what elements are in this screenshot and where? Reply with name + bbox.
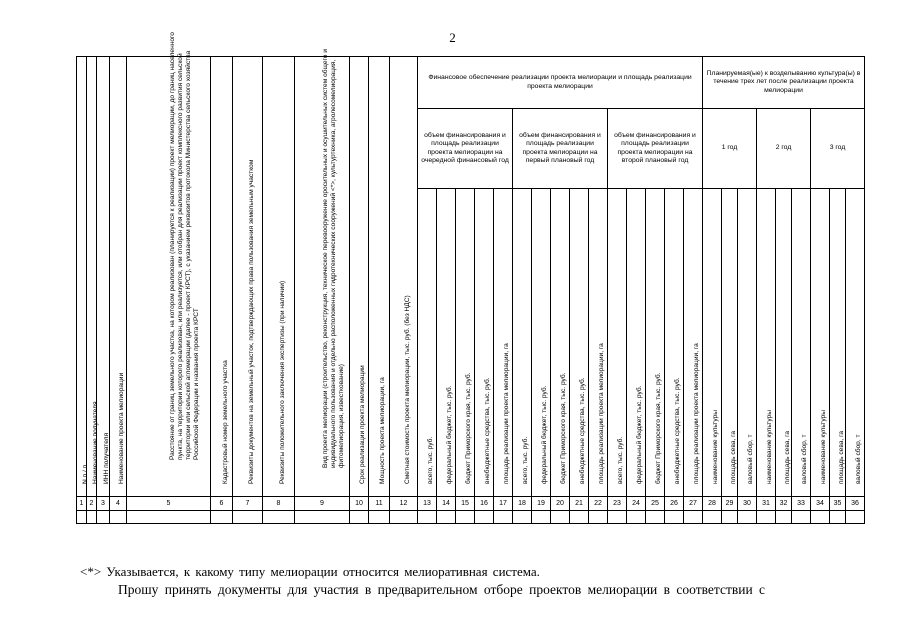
- col-header-land-documents: [233, 57, 263, 497]
- empty-cell: [494, 511, 513, 524]
- crop-year-3: 3 год: [811, 109, 865, 189]
- col-header-term: [350, 57, 369, 497]
- sub-regional-3: [646, 189, 665, 497]
- col-header-cadastral-number: [211, 57, 233, 497]
- empty-cell: [77, 511, 87, 524]
- col-header-label: ИНН получателя: [103, 432, 110, 484]
- crop-year-1: 1 год: [703, 109, 757, 189]
- sub-header-label: бюджет Приморского края, тыс. руб.: [655, 372, 662, 484]
- col-header-label: N п / п: [81, 464, 89, 484]
- sub-total-3: [608, 189, 627, 497]
- sub-total-2: [513, 189, 532, 497]
- sub-header-label: валовый сбор, т: [801, 434, 808, 484]
- empty-cell: [608, 511, 627, 524]
- column-number: 10: [350, 497, 369, 511]
- sub-header-label: площадь реализации проекта мелиорации, га: [503, 343, 510, 484]
- empty-cell: [830, 511, 846, 524]
- sub-header-label: внебюджетные средства, тыс. руб.: [484, 377, 491, 484]
- sub-federal-2: [532, 189, 551, 497]
- column-number-row: [77, 497, 865, 511]
- column-number: 32: [776, 497, 792, 511]
- sub-regional-1: [456, 189, 475, 497]
- sub-crop-yield-2: [792, 189, 811, 497]
- sub-header-label: внебюджетные средства, тыс. руб.: [674, 377, 681, 484]
- sub-crop-area-3: [830, 189, 846, 497]
- column-number: 31: [757, 497, 776, 511]
- empty-cell: [665, 511, 684, 524]
- sub-extrabudget-1: [475, 189, 494, 497]
- empty-cell: [776, 511, 792, 524]
- column-number: 29: [722, 497, 738, 511]
- column-number: 7: [233, 497, 263, 511]
- empty-cell: [757, 511, 776, 524]
- column-number: 11: [369, 497, 390, 511]
- col-header-label: Срок реализации проекта мелиорации: [359, 365, 366, 484]
- sub-header-label: бюджет Приморского края, тыс. руб.: [465, 372, 472, 484]
- col-header-label: Наименование проекта мелиорации: [118, 372, 125, 484]
- empty-data-row: [77, 511, 865, 524]
- empty-cell: [846, 511, 865, 524]
- sub-header-label: площадь сева, га: [783, 430, 791, 484]
- col-header-recipient-name: [87, 57, 97, 497]
- sub-federal-1: [437, 189, 456, 497]
- sub-header-label: федеральный бюджет, тыс. руб.: [636, 385, 643, 484]
- empty-cell: [350, 511, 369, 524]
- finance-group-second-plan-year: объем финансирования и площадь реализации проекта мелиорации на второй плановый год: [608, 109, 703, 189]
- column-number: 19: [532, 497, 551, 511]
- column-number: 35: [830, 497, 846, 511]
- empty-cell: [263, 511, 295, 524]
- sub-area-2: [589, 189, 608, 497]
- col-header-distance: [127, 32, 211, 497]
- col-header-label: Реквизиты документов на земельный участок, подтверждающих права пользования земельным участком: [247, 159, 255, 484]
- sub-crop-area-2: [776, 189, 792, 497]
- empty-cell: [703, 511, 722, 524]
- col-header-label: Сметная стоимость проекта мелиорации, тыс. руб. (без НДС): [403, 295, 411, 484]
- col-header-label: Мощность проекта мелиорации, га: [379, 377, 386, 484]
- empty-cell: [110, 511, 127, 524]
- col-header-number: [77, 57, 87, 497]
- column-number: 28: [703, 497, 722, 511]
- sub-header-label: валовый сбор, т: [855, 434, 862, 484]
- empty-cell: [390, 511, 418, 524]
- column-number: 6: [211, 497, 233, 511]
- empty-cell: [646, 511, 665, 524]
- empty-cell: [437, 511, 456, 524]
- empty-cell: [87, 511, 97, 524]
- column-number: 1: [77, 497, 87, 511]
- column-number: 18: [513, 497, 532, 511]
- empty-cell: [513, 511, 532, 524]
- column-number: 17: [494, 497, 513, 511]
- empty-cell: [589, 511, 608, 524]
- sub-header-label: всего, тыс. руб.: [522, 436, 529, 484]
- empty-cell: [551, 511, 570, 524]
- sub-header-label: бюджет Приморского края, тыс. руб.: [560, 372, 567, 484]
- column-number: 23: [608, 497, 627, 511]
- crop-group-header: Планируемая(ые) к возделыванию культура(ы) в течение трех лет после реализации проекта мелиорации: [703, 57, 865, 109]
- empty-cell: [532, 511, 551, 524]
- sub-regional-2: [551, 189, 570, 497]
- column-number: 14: [437, 497, 456, 511]
- column-number: 13: [418, 497, 437, 511]
- finance-group-current-year: объем финансирования и площадь реализации проекта мелиорации на очередной финансовый год: [418, 109, 513, 189]
- column-number: 2: [87, 497, 97, 511]
- sub-crop-area-1: [722, 189, 738, 497]
- column-number: 34: [811, 497, 830, 511]
- sub-crop-name-1: [703, 189, 722, 497]
- sub-header-label: валовый сбор, т: [747, 434, 754, 484]
- sub-header-label: площадь сева, га: [729, 430, 737, 484]
- sub-header-label: всего, тыс. руб.: [427, 436, 434, 484]
- col-header-project-name: [110, 57, 127, 497]
- crop-year-2: 2 год: [757, 109, 811, 189]
- col-header-inn: [97, 57, 110, 497]
- sub-crop-name-2: [757, 189, 776, 497]
- empty-cell: [627, 511, 646, 524]
- sub-header-label: федеральный бюджет, тыс. руб.: [446, 385, 453, 484]
- sub-header-label: площадь реализации проекта мелиорации, га: [598, 343, 605, 484]
- empty-cell: [738, 511, 757, 524]
- sub-header-label: наименование культуры: [766, 409, 773, 484]
- sub-total-1: [418, 189, 437, 497]
- sub-header-label: наименование культуры: [712, 409, 719, 484]
- empty-cell: [295, 511, 350, 524]
- finance-group-header: Финансовое обеспечение реализации проекта мелиорации и площадь реализации проекта мелиорации: [418, 57, 703, 109]
- sub-header-label: всего, тыс. руб.: [617, 436, 624, 484]
- sub-area-1: [494, 189, 513, 497]
- column-number: 25: [646, 497, 665, 511]
- column-number: 9: [295, 497, 350, 511]
- column-number: 12: [390, 497, 418, 511]
- empty-cell: [369, 511, 390, 524]
- finance-group-first-plan-year: объем финансирования и площадь реализации проекта мелиорации на первый плановый год: [513, 109, 608, 189]
- empty-cell: [792, 511, 811, 524]
- empty-cell: [811, 511, 830, 524]
- sub-header-label: площадь сева, га: [837, 430, 845, 484]
- column-number: 24: [627, 497, 646, 511]
- empty-cell: [456, 511, 475, 524]
- column-number: 15: [456, 497, 475, 511]
- col-header-label: Наименование получателя: [91, 401, 99, 484]
- sub-area-3: [684, 189, 703, 497]
- melioration-projects-table: [76, 32, 865, 524]
- sub-extrabudget-2: [570, 189, 589, 497]
- sub-crop-yield-3: [846, 189, 865, 497]
- col-header-label: Реквизиты положительного заключения экспертизы (при наличии): [278, 280, 286, 484]
- column-number: 30: [738, 497, 757, 511]
- col-header-project-type: [295, 49, 350, 497]
- empty-cell: [722, 511, 738, 524]
- column-number: 22: [589, 497, 608, 511]
- sub-extrabudget-3: [665, 189, 684, 497]
- column-number: 8: [263, 497, 295, 511]
- empty-cell: [233, 511, 263, 524]
- request-paragraph: Прошу принять документы для участия в предварительном отборе проектов мелиорации в соответствии с: [118, 582, 766, 597]
- sub-header-label: площадь реализации проекта мелиорации, га: [693, 343, 700, 484]
- column-number: 36: [846, 497, 865, 511]
- sub-header-label: внебюджетные средства, тыс. руб.: [579, 377, 586, 484]
- empty-cell: [97, 511, 110, 524]
- sub-crop-yield-1: [738, 189, 757, 497]
- col-header-label: Кадастровый номер земельного участка: [221, 360, 229, 484]
- column-number: 16: [475, 497, 494, 511]
- sub-crop-name-3: [811, 189, 830, 497]
- column-number: 33: [792, 497, 811, 511]
- column-number: 4: [110, 497, 127, 511]
- column-number: 5: [127, 497, 211, 511]
- col-header-label: Расстояние от границ земельного участка, на котором реализован (планируется к реализации) проект мелиорации, до границ населенного пункта, на территории которого реализован, или реализуется, или отобран для реализации проект комплексного развития сельской территории или сельской агломерации (далее - проект КРСТ), с указанием реквизитов протокола Министерства сельского хозяйства Российской Федерации и названия проекта КРСТ: [168, 32, 200, 460]
- empty-cell: [418, 511, 437, 524]
- sub-header-label: наименование культуры: [820, 409, 827, 484]
- empty-cell: [127, 511, 211, 524]
- col-header-expert-conclusion: [263, 57, 295, 497]
- column-number: 27: [684, 497, 703, 511]
- empty-cell: [684, 511, 703, 524]
- empty-cell: [475, 511, 494, 524]
- col-header-capacity: [369, 57, 390, 497]
- column-number: 3: [97, 497, 110, 511]
- footnote: <*> Указывается, к какому типу мелиорации относится мелиоративная система.: [80, 564, 540, 579]
- page-number: 2: [449, 30, 456, 45]
- sub-federal-3: [627, 189, 646, 497]
- empty-cell: [570, 511, 589, 524]
- column-number: 26: [665, 497, 684, 511]
- sub-header-label: федеральный бюджет, тыс. руб.: [541, 385, 548, 484]
- col-header-estimated-cost: [390, 57, 418, 497]
- column-number: 21: [570, 497, 589, 511]
- col-header-label: Вид проекта мелиорации (строительство, реконструкция, техническое перевооружение оросительных и осушительных систем общего и индивидуального пользования и отдельно расположенных гидротехнических сооружений <*>, культуртехника, агролесомелиорация, фитомелиорация, известкование): [322, 49, 345, 468]
- empty-cell: [211, 511, 233, 524]
- column-number: 20: [551, 497, 570, 511]
